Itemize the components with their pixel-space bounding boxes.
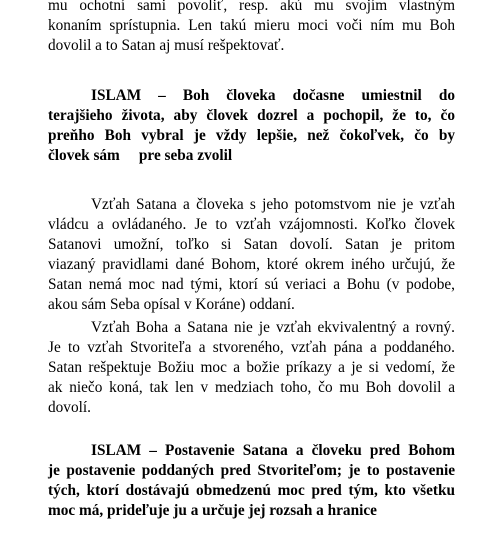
text-line: Vzťah Boha a Satana nie je vzťah ekvivalentný a rovný.: [91, 319, 455, 336]
text-line: mu ochotní sami povoliť, resp. akú mu svojím vlastným: [48, 0, 455, 14]
heading-line: tých, ktorí dostávajú obmedzenú moc pred tým, kto všetku: [48, 482, 455, 499]
text-line: ak niečo koná, tak len v medziach toho, čo mu Boh dovolil a: [48, 379, 455, 396]
text-line: Satan rešpektuje Božiu moc a božie príkazy a je si vedomí, že: [48, 359, 455, 376]
text-line: dovolil a to Satan aj musí rešpektovať.: [48, 37, 285, 54]
text-line: konaním sprístupnia. Len takú mieru moci voči ním mu Boh: [48, 17, 455, 34]
heading-line: ISLAM – Boh človeka dočasne umiestnil do: [91, 87, 455, 104]
heading-line: moc má, prideľuje ju a určuje jej rozsah a hranice: [48, 502, 377, 519]
heading-line: terajšieho života, aby človek dozrel a pochopil, že to, čo: [48, 107, 455, 124]
text-line: Vzťah Satana a človeka s jeho potomstvom nie je vzťah: [91, 196, 455, 213]
text-line: akou sám Seba opísal v Koráne) oddaní.: [48, 296, 295, 313]
heading-line: ISLAM – Postavenie Satana a človeku pred Bohom: [91, 442, 455, 459]
text-line: Satan nemá moc nad tými, ktorí sú veriaci a Bohu (v podobe,: [48, 276, 455, 293]
text-line: dovolí.: [48, 399, 91, 416]
text-line: Je to vzťah Stvoriteľa a stvoreného, vzťah pána a poddaného.: [48, 339, 455, 356]
text-line: viazaný pravidlami dané Bohom, ktoré okrem iného určujú, že: [48, 256, 455, 273]
text-line: Satanovi umožní, toľko si Satan dovolí. Satan je pritom: [48, 236, 455, 253]
heading-line: preňho Boh vybral je vždy lepšie, než čokoľvek, čo by: [48, 127, 455, 144]
text-line: vládcu a ovládaného. Je to vzťah vzájomnosti. Koľko človek: [48, 216, 455, 233]
heading-line: človek sám pre seba zvolil: [48, 147, 233, 164]
heading-line: je postavenie poddaných pred Stvoriteľom; je to postavenie: [48, 462, 455, 479]
